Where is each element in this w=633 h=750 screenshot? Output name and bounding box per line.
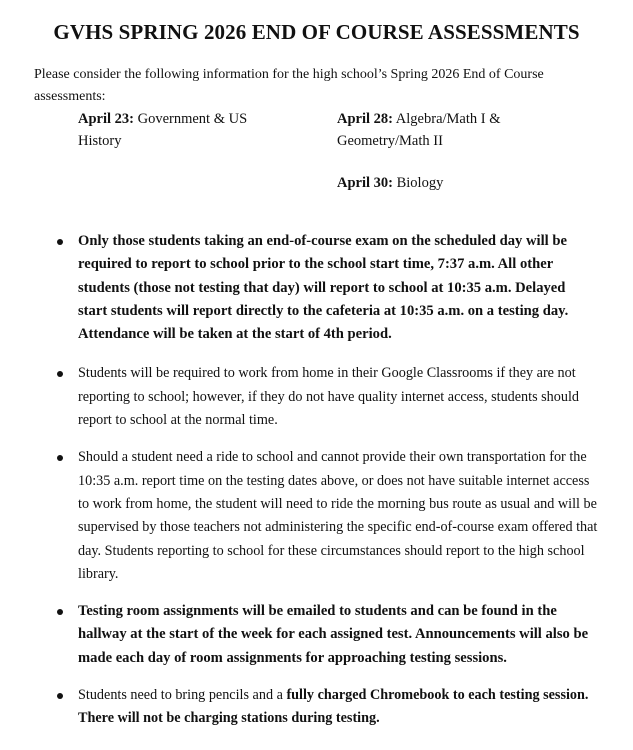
dates-column-left — [78, 108, 268, 152]
date-label: April 30: — [337, 175, 393, 191]
date-subject: Government & US History — [78, 111, 248, 149]
list-item — [0, 446, 598, 586]
spacer — [337, 152, 557, 172]
bullet-text: Testing room assignments will be emailed to students and can be found in the hallway at the start of the week for each assigned test. Announcements will also be made each day of room assignments for approaching testing sessions. — [78, 603, 589, 666]
list-item — [0, 684, 598, 731]
document-title: GVHS SPRING 2026 END OF COURSE ASSESSMENTS — [53, 20, 580, 44]
date-label: April 28: — [337, 111, 393, 127]
bullet-text: Only those students taking an end-of-course exam on the scheduled day will be required to report to school prior to the school start time, 7:37 a.m. All other students (those not testing that day) will report to school at 10:35 a.m. Delayed start students will report directly to the cafeteria at 10:35 a.m. on a testing day. Attendance will be taken at the start of 4th period. — [78, 233, 569, 343]
list-item — [0, 600, 598, 670]
intro-paragraph: Please consider the following information for the high school’s Spring 2026 End of Course assessments: — [34, 67, 544, 104]
dates-column-right — [337, 108, 557, 194]
date-entry-april-23 — [78, 108, 268, 152]
bullet-list — [0, 230, 633, 743]
bullet-text-bold: fully charged Chromebook to each testing session. There will not be charging stations during testing. — [78, 687, 589, 727]
date-entry-april-28 — [337, 108, 557, 152]
list-item — [0, 230, 598, 346]
bullet-dot-icon — [57, 693, 63, 699]
bullet-dot-icon — [57, 609, 63, 615]
list-item — [0, 362, 598, 432]
date-subject: Algebra/Math I & Geometry/Math II — [337, 111, 501, 149]
bullet-text: Should a student need a ride to school and cannot provide their own transportation for the 10:35 a.m. report time on the testing dates above, or does not have suitable internet access to work from home, the student will need to ride the morning bus route as usual and will be supervised by those teachers not administering the specific end-of-course exam offered that day. Students reporting to school for these circumstances should report to the high school library. — [78, 449, 598, 582]
date-subject: Biology — [392, 175, 444, 191]
bullet-dot-icon — [57, 455, 63, 461]
date-entry-april-30 — [337, 172, 557, 194]
date-label: April 23: — [78, 111, 134, 127]
bullet-dot-icon — [57, 371, 63, 377]
bullet-text-plain: Students need to bring pencils and a — [78, 687, 287, 704]
bullet-text: Students will be required to work from home in their Google Classrooms if they are not reporting to school; however, if they do not have quality internet access, students should report to school at the normal time. — [78, 365, 580, 429]
bullet-dot-icon — [57, 239, 63, 245]
